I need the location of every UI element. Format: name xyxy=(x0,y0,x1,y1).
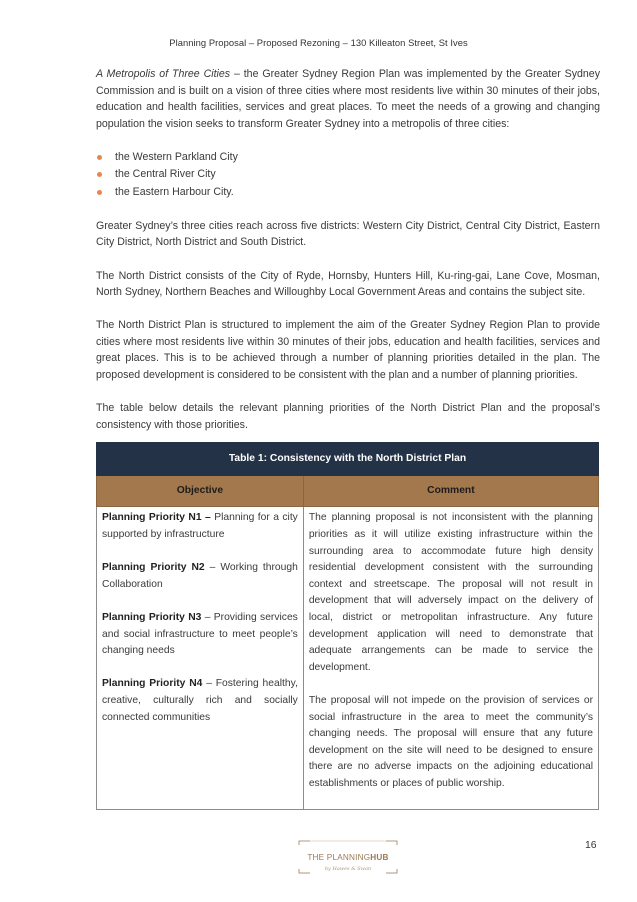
district-plan-paragraph: The North District Plan is structured to implement the aim of the Greater Sydney Region Plan to provide cities where most residents live within 30 minutes of their jobs, education and health facilities, services and great places. This is to be achieved through a number of planning priorities detailed in the plan. The proposed development is considered to be consistent with the plan and a number of planning priorities. xyxy=(96,319,600,382)
page-content xyxy=(96,66,600,810)
bullet-icon xyxy=(97,172,102,177)
intro-paragraph xyxy=(96,66,600,132)
column-header-objective: Objective xyxy=(97,476,304,507)
priority-label: Planning Priority N1 – xyxy=(102,512,211,524)
priority-text: – Providing services and social infrastructure to meet people’s changing needs xyxy=(102,612,298,657)
districts-paragraph: Greater Sydney’s three cities reach across five districts: Western City District, Central City District, Eastern City District, North District and South District. xyxy=(96,219,600,249)
bullet-icon xyxy=(97,155,102,160)
planning-hub-logo xyxy=(296,838,400,876)
page-number: 16 xyxy=(585,840,597,851)
table-row xyxy=(97,507,599,809)
column-header-comment: Comment xyxy=(303,476,598,507)
priority-text: Planning for a city supported by infrastructure xyxy=(102,512,298,541)
list-item xyxy=(96,166,600,183)
comment-services: The proposal will not impede on the provision of services or social infrastructure in the area to meet the community’s changing needs. The proposal will ensure that any future development on the site will need to be designed to ensure there are no adverse impacts on the adjoining educational establishments or places of public worship. xyxy=(308,694,593,789)
north-district-paragraph: The North District consists of the City of Ryde, Hornsby, Hunters Hill, Ku-ring-gai, Lane Cove, Mosman, North Sydney, Northern Beaches and Willoughby Local Government Areas and contains the subject site. xyxy=(96,269,600,299)
logo-text-light: THE PLANNING xyxy=(307,853,371,862)
page-header: Planning Proposal – Proposed Rezoning – 130 Killeaton Street, St Ives xyxy=(169,37,468,48)
priority-label: Planning Priority N2 xyxy=(102,562,205,574)
comment-cell xyxy=(303,507,598,809)
priority-text: – Fostering healthy, creative, culturally rich and socially connected communities xyxy=(102,678,298,723)
intro-text: – the Greater Sydney Region Plan was implemented by the Greater Sydney Commission and is built on a vision of three cities where most residents live within 30 minutes of their jobs, education and health facilities, services and great places. To meet the needs of a growing and changing population the vision seeks to transform Greater Sydney into a metropolis of three cities: xyxy=(96,68,600,130)
planning-priority-n1 xyxy=(102,510,298,543)
table-header-row xyxy=(97,476,599,507)
list-item xyxy=(96,149,600,166)
consistency-table xyxy=(96,442,599,809)
comment-infrastructure: The planning proposal is not inconsistent with the planning priorities as it will utilize existing infrastructure within the surrounding area to accommodate future high density residential development consistent with the surrounding context and streetscape. The proposal will not result in development that will adversely impact on the delivery of local, district or metropolitan infrastructure. Any future development application will need to demonstrate that adequate arrangements can be made to service the development. xyxy=(308,512,593,673)
logo-tagline: by Hawes & Swan xyxy=(324,866,372,872)
list-item-text: the Eastern Harbour City. xyxy=(115,185,234,198)
list-item xyxy=(96,184,600,201)
planning-priority-n4 xyxy=(102,676,298,726)
planning-priority-n2 xyxy=(102,560,298,593)
table-title: Table 1: Consistency with the North District Plan xyxy=(97,443,599,476)
table-title-row xyxy=(97,443,599,476)
bullet-icon xyxy=(97,190,102,195)
logo-text-bold: HUB xyxy=(370,853,389,862)
logo-wordmark xyxy=(296,853,400,862)
table-intro-paragraph: The table below details the relevant planning priorities of the North District Plan and the proposal’s consistency with those priorities. xyxy=(96,402,600,431)
intro-italic-lead: A Metropolis of Three Cities xyxy=(96,68,231,80)
priority-label: Planning Priority N3 xyxy=(102,612,202,624)
list-item-text: the Central River City xyxy=(115,168,216,181)
priority-text: – Working through Collaboration xyxy=(102,562,298,590)
list-item-text: the Western Parkland City xyxy=(115,150,238,163)
cities-list xyxy=(96,149,600,201)
objective-cell xyxy=(97,507,304,809)
priority-label: Planning Priority N4 xyxy=(102,678,203,690)
planning-priority-n3 xyxy=(102,610,298,660)
